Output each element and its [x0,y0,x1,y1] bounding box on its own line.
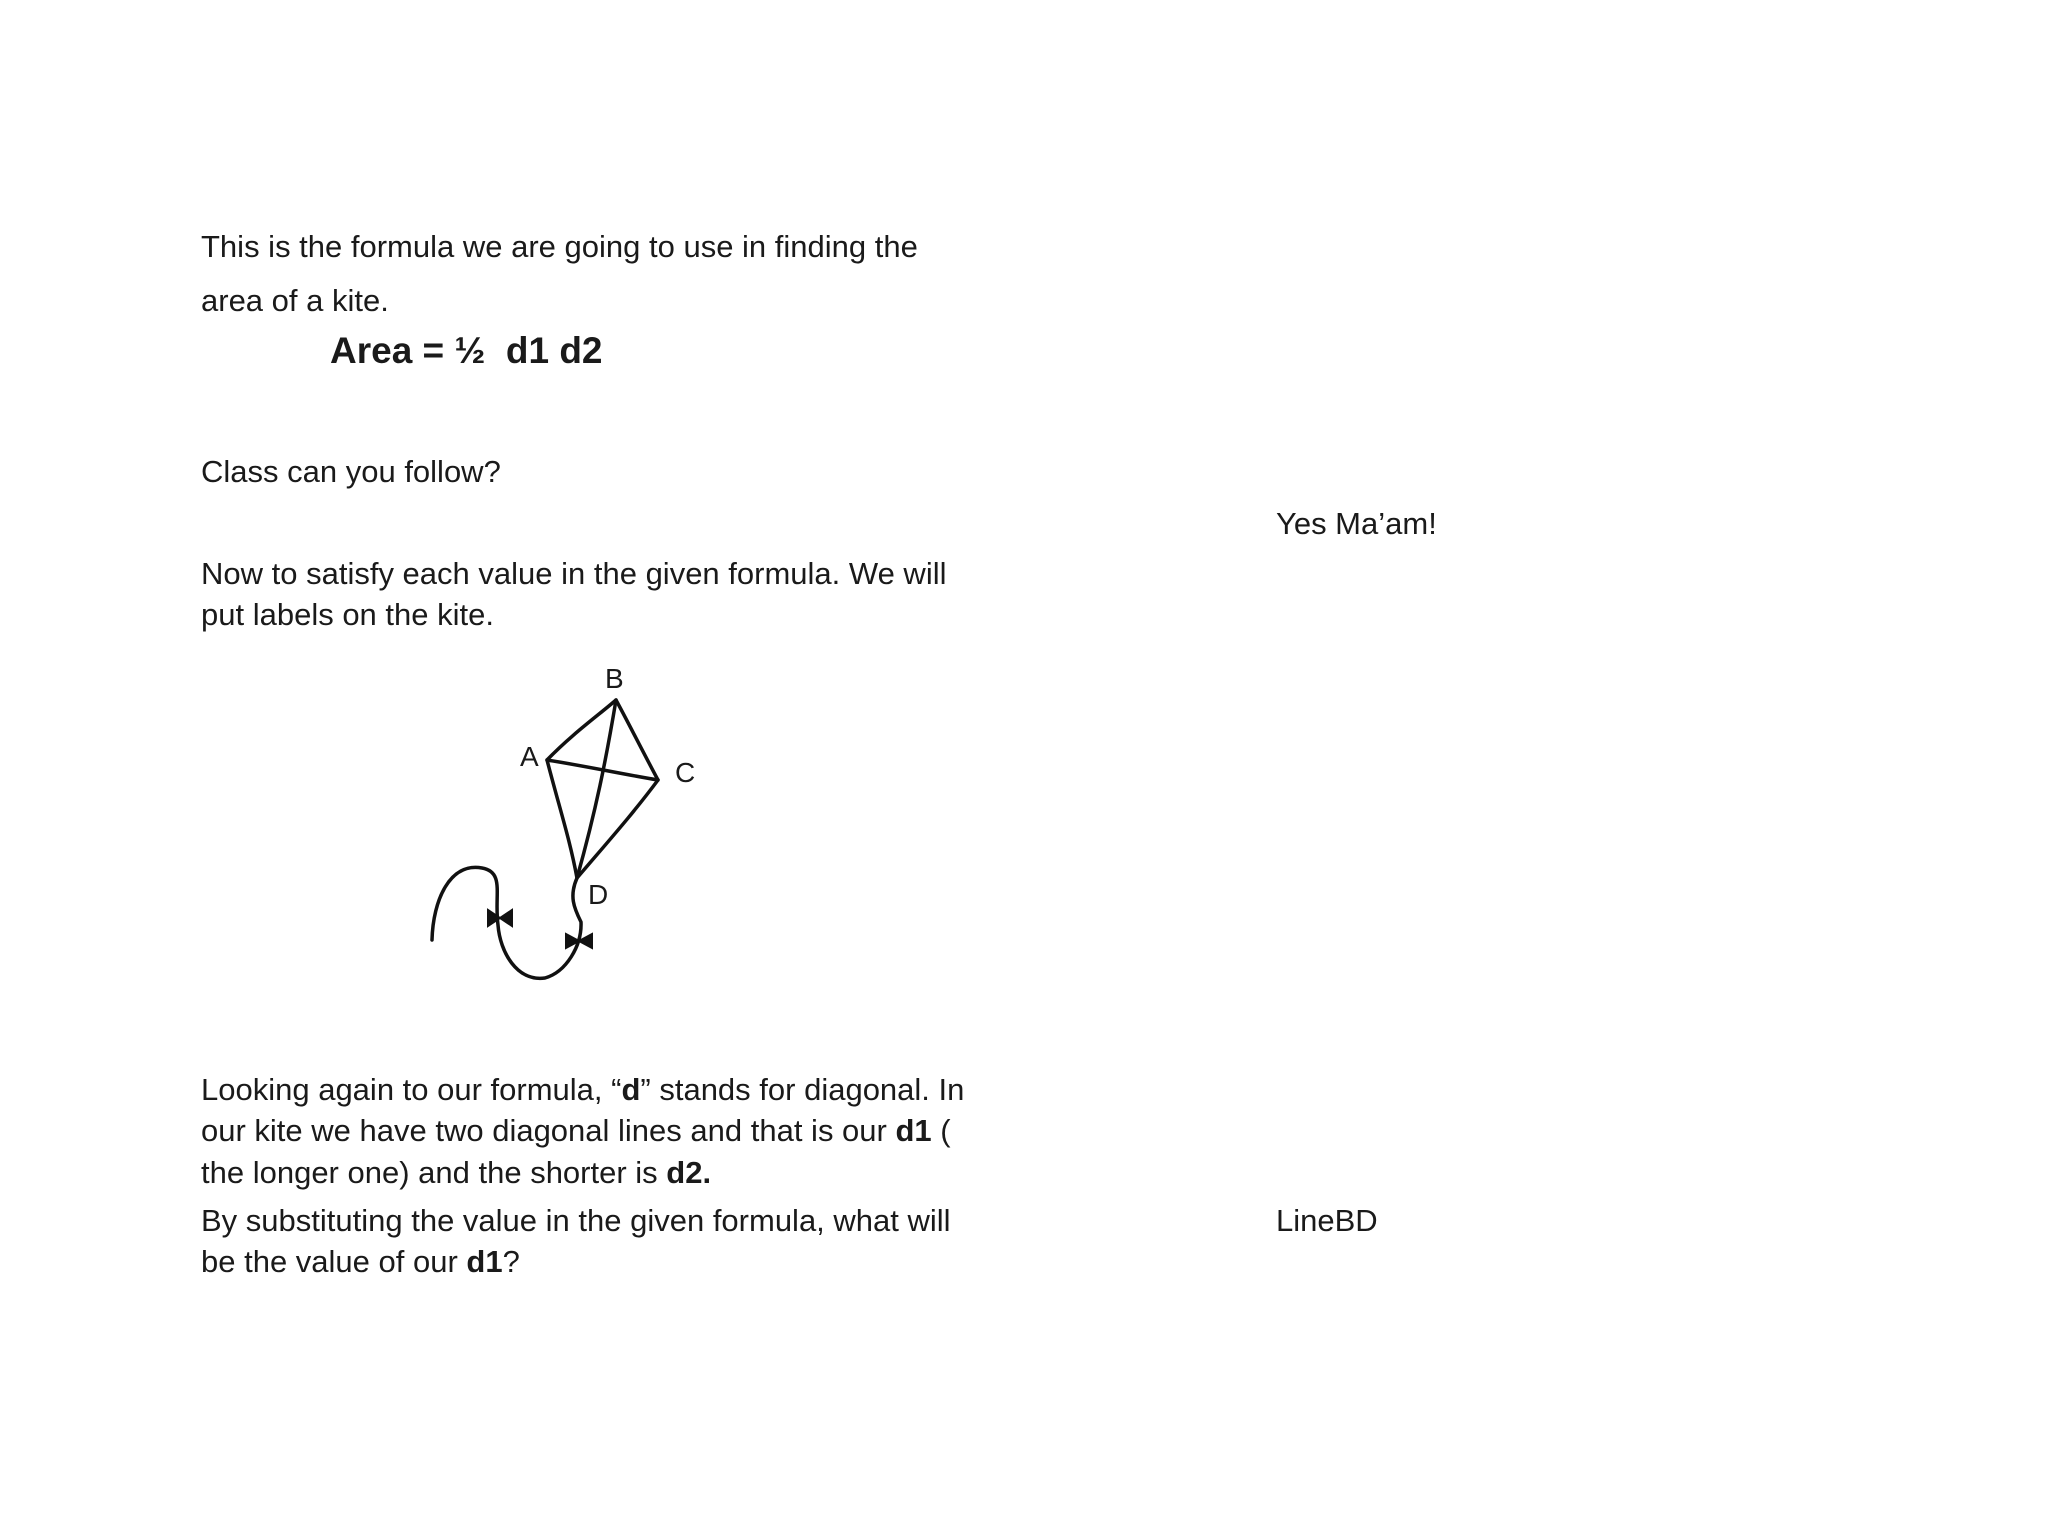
kite-label-a: A [520,741,539,772]
answer-yes: Yes Ma’am! [1276,506,1437,541]
kite-diagram [400,650,740,1000]
intro-line-1: This is the formula we are going to use in finding the [201,229,918,264]
diagonal-para-line-1: Looking again to our formula, “d” stands for diagonal. In [201,1072,965,1107]
labels-para-line-2: put labels on the kite. [201,597,494,632]
labels-para-line-1: Now to satisfy each value in the given formula. We will [201,556,947,591]
intro-line-2: area of a kite. [201,283,389,318]
kite-outline [547,700,658,878]
substitute-line-1: By substituting the value in the given formula, what will [201,1203,951,1238]
question-follow: Class can you follow? [201,454,501,489]
tail-bow-1 [488,910,512,926]
area-formula: Area = ½ d1 d2 [330,330,603,371]
substitute-line-2: be the value of our d1? [201,1244,520,1279]
diagonal-para-line-3: the longer one) and the shorter is d2. [201,1155,712,1190]
diagonal-para-line-2: our kite we have two diagonal lines and that is our d1 ( [201,1113,951,1148]
answer-line-bd: LineBD [1276,1203,1378,1238]
kite-label-b: B [605,663,624,694]
kite-label-d: D [588,879,609,910]
kite-label-c: C [675,757,696,788]
